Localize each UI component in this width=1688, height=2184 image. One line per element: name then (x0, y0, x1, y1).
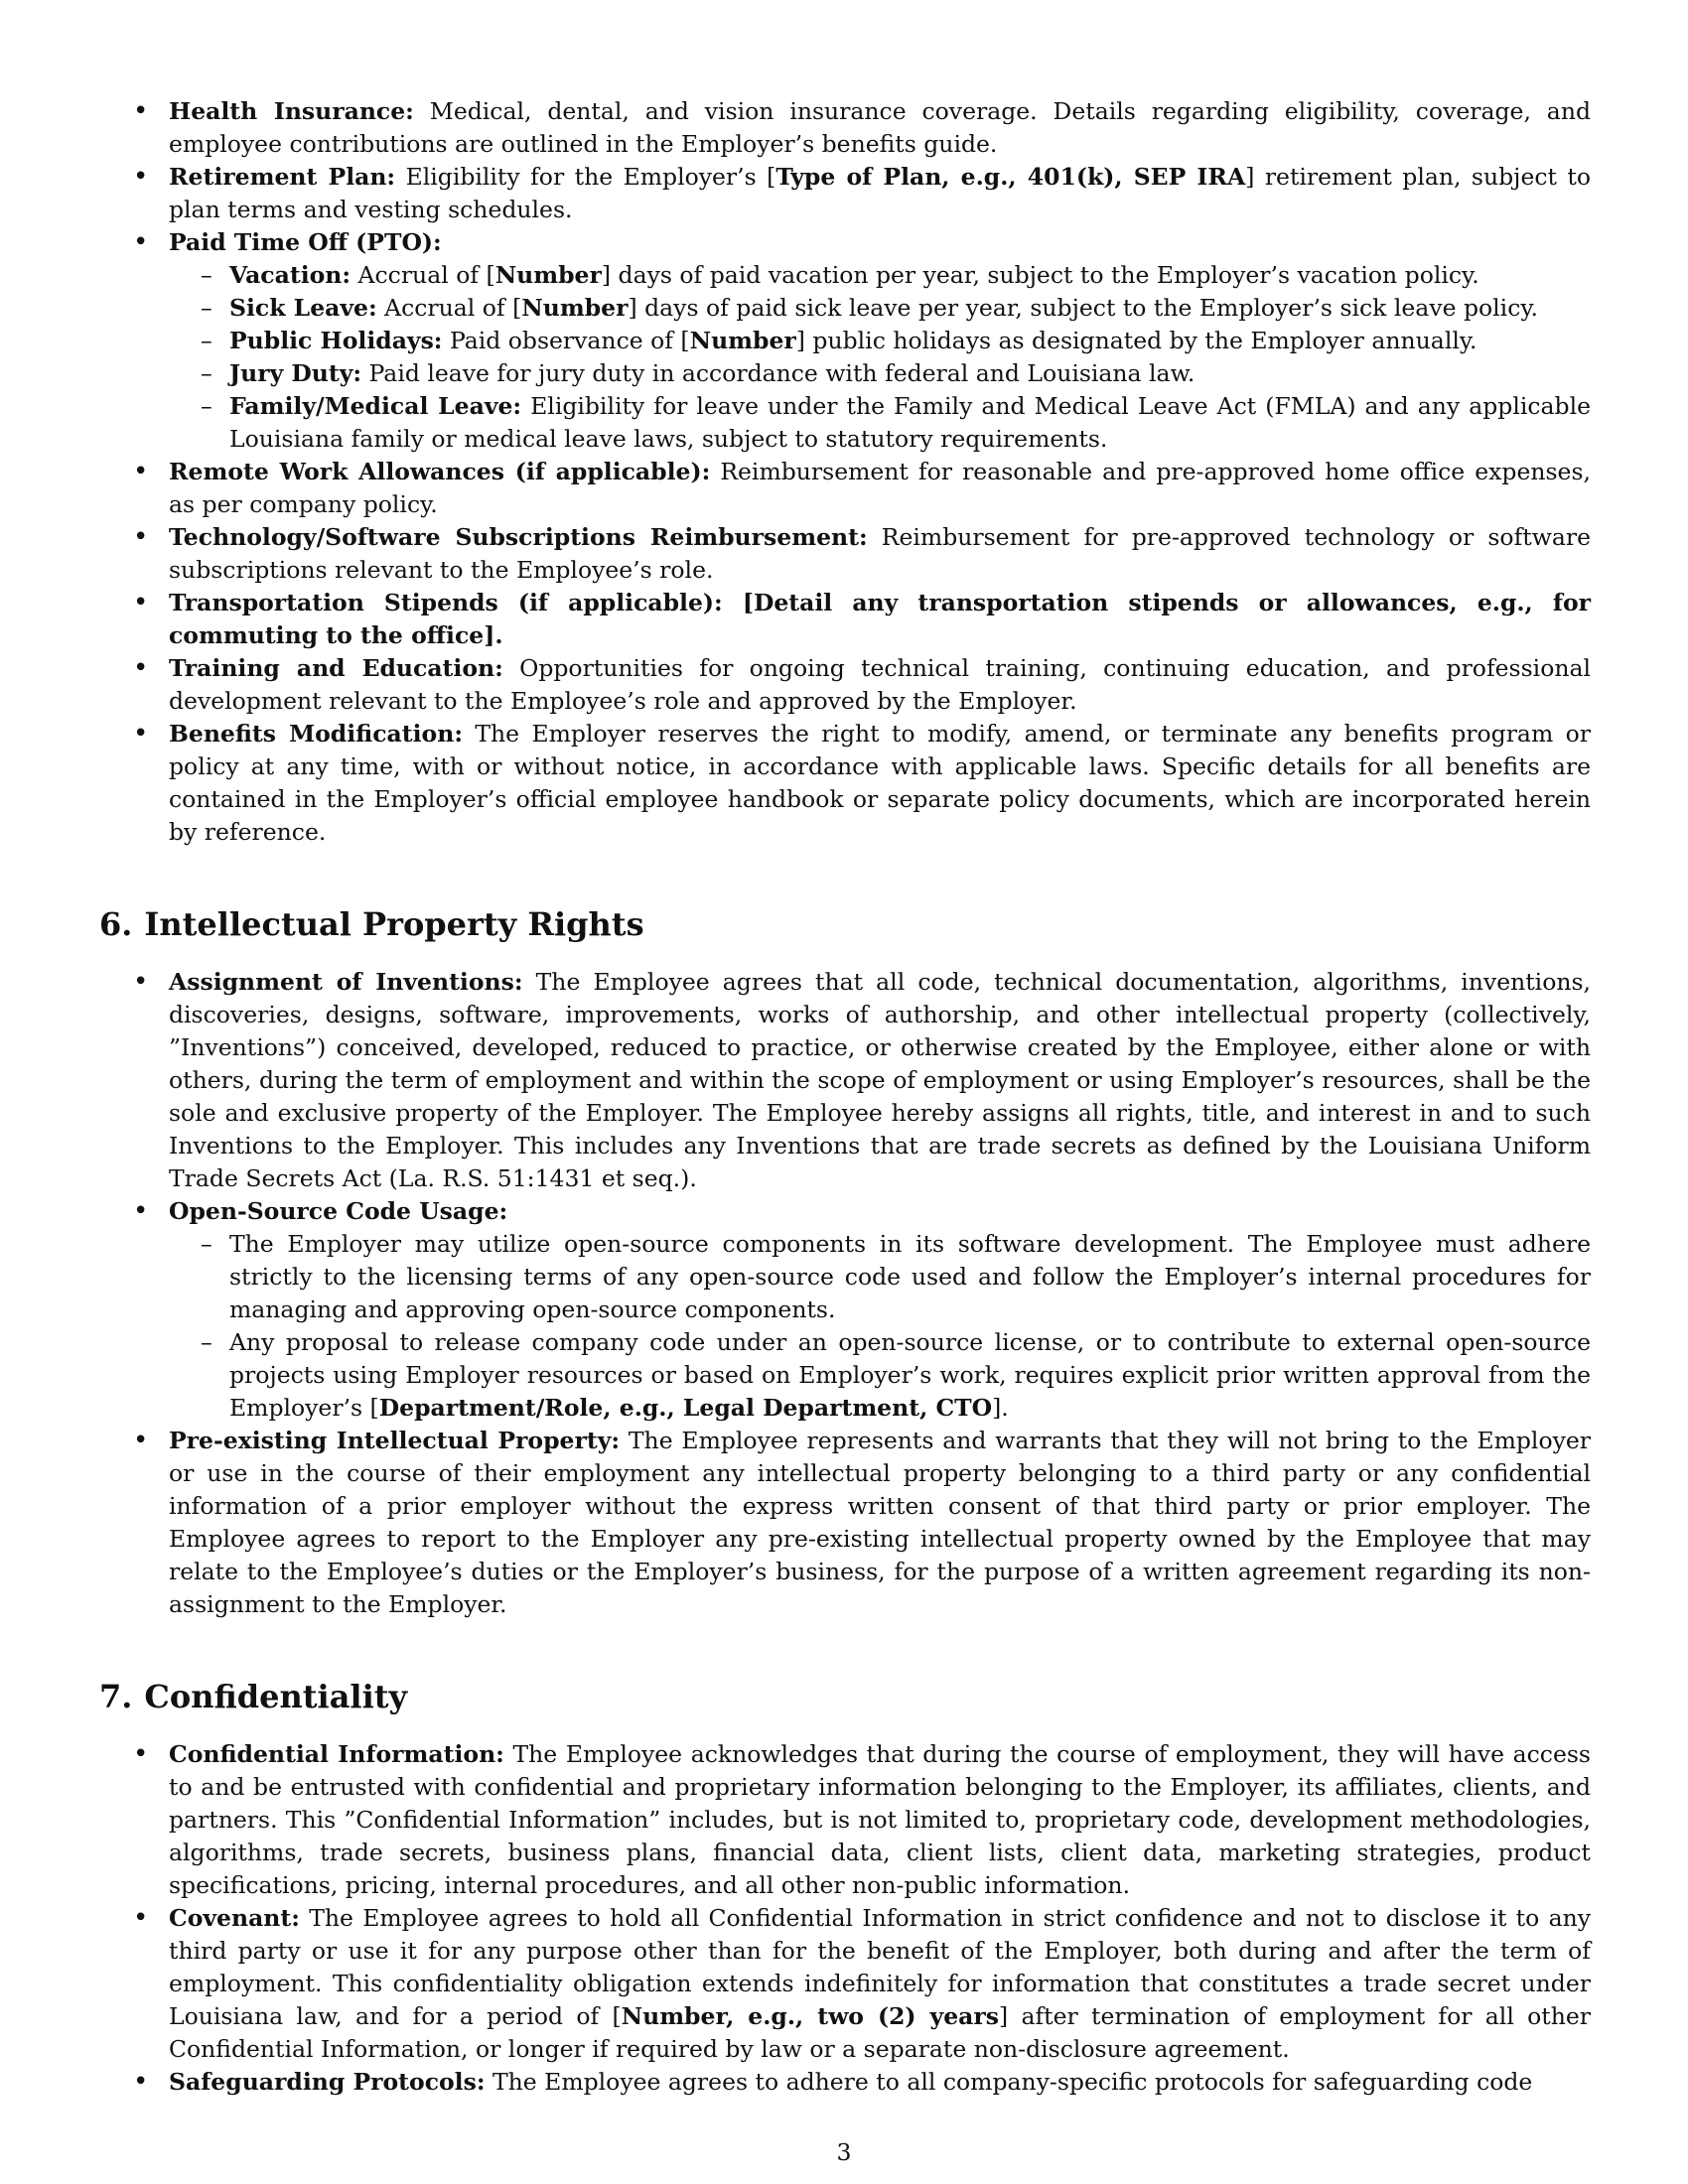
item-label: Pre-existing Intellectual Property: (169, 1427, 621, 1454)
placeholder: Type of Plan, e.g., 401(k), SEP IRA (775, 163, 1246, 191)
placeholder: Department/Role, e.g., Legal Department, CTO (378, 1394, 993, 1422)
list-item: • Technology/Software Subscriptions Reimbursement: Reimbursement for pre-approved technology or software subscriptions relevant to the Employee’s role. (99, 521, 1591, 587)
list-item (99, 1195, 1591, 1425)
pto-list (169, 259, 1591, 456)
list-item: • Health Insurance: Medical, dental, and vision insurance coverage. Details regarding eligibility, coverage, and employee contributions are outlined in the Employer’s benefits guide. (99, 95, 1591, 161)
item-label: Paid Time Off (PTO): (169, 228, 442, 256)
item-label: Covenant: (169, 1904, 300, 1932)
ip-rights-list (99, 966, 1591, 1621)
benefits-list (99, 95, 1591, 849)
placeholder: Number (689, 327, 796, 354)
section-heading-6 (99, 904, 1591, 944)
list-item: • Pre-existing Intellectual Property: The Employee represents and warrants that they will not bring to the Employer or use in the course of their employment any intellectual property belonging to a third party or any confidential information of a prior employer without the express written consent of that third party or prior employer. The Employee agrees to report to the Employer any pre-existing intellectual property owned by the Employee that may relate to the Employee’s duties or the Employer’s business, for the purpose of a written agreement regarding its non-assignment to the Employer. (99, 1425, 1591, 1621)
document-body (99, 95, 1591, 2099)
item-label: Vacation: (229, 261, 352, 289)
item-label: Confidential Information: (169, 1740, 504, 1768)
item-label: Jury Duty: (229, 359, 362, 387)
section-heading-7 (99, 1677, 1591, 1716)
item-label: Public Holidays: (229, 327, 443, 354)
item-label: Transportation Stipends (if applicable): (169, 589, 723, 616)
item-label: Remote Work Allowances (if applicable): (169, 458, 711, 485)
placeholder: Detail any transportation stipends or allowances, e.g., for commuting to the office (169, 589, 1592, 649)
page-number: 3 (836, 2138, 852, 2166)
sub-list-item: – Family/Medical Leave: Eligibility for leave under the Family and Medical Leave Act (FMLA) and any applicable Louisiana family or medical leave laws, subject to statutory requirements. (169, 390, 1591, 456)
sub-list-item: – Sick Leave: Accrual of [Number] days of paid sick leave per year, subject to the Employer’s sick leave policy. (169, 292, 1591, 325)
item-label: Retirement Plan: (169, 163, 396, 191)
item-label: Safeguarding Protocols: (169, 2068, 486, 2096)
item-label: Health Insurance: (169, 97, 414, 125)
sub-list-item: – Public Holidays: Paid observance of [Number] public holidays as designated by the Employer annually. (169, 325, 1591, 357)
list-item: • Benefits Modification: The Employer reserves the right to modify, amend, or terminate any benefits program or policy at any time, with or without notice, in accordance with applicable laws. Specific details for all benefits are contained in the Employer’s official employee handbook or separate policy documents, which are incorporated herein by reference. (99, 718, 1591, 849)
confidentiality-list (99, 1738, 1591, 2099)
item-label: Family/Medical Leave: (229, 392, 522, 420)
item-label: Sick Leave: (229, 294, 377, 322)
section-title: Confidentiality (144, 1678, 408, 1715)
sub-list-item: – Any proposal to release company code under an open-source license, or to contribute to external open-source projects using Employer resources or based on Employer’s work, requires explicit prior written approval from the Employer’s [Department/Role, e.g., Legal Department, CTO]. (169, 1326, 1591, 1425)
sub-list-item: – The Employer may utilize open-source components in its software development. The Employee must adhere strictly to the licensing terms of any open-source code used and follow the Employer’s internal procedures for managing and approving open-source components. (169, 1228, 1591, 1326)
section-title: Intellectual Property Rights (144, 905, 644, 943)
item-label: Assignment of Inventions: (169, 968, 523, 996)
list-item: • Transportation Stipends (if applicable): [Detail any transportation stipends or allowances, e.g., for commuting to the office]. (99, 587, 1591, 652)
list-item: • Confidential Information: The Employee acknowledges that during the course of employment, they will have access to and be entrusted with confidential and proprietary information belonging to the Employer, its affiliates, clients, and partners. This ”Confidential Information” includes, but is not limited to, proprietary code, development methodologies, algorithms, trade secrets, business plans, financial data, client lists, client data, marketing strategies, product specifications, pricing, internal procedures, and all other non-public information. (99, 1738, 1591, 1902)
section-number: 7. (99, 1678, 133, 1715)
placeholder: Number (521, 294, 629, 322)
item-label: Open-Source Code Usage: (169, 1197, 508, 1225)
list-item: • Training and Education: Opportunities for ongoing technical training, continuing education, and professional development relevant to the Employee’s role and approved by the Employer. (99, 652, 1591, 718)
placeholder: Number (494, 261, 602, 289)
list-item (99, 226, 1591, 456)
list-item: • Safeguarding Protocols: The Employee agrees to adhere to all company-specific protocols for safeguarding code (99, 2066, 1591, 2099)
list-item: • Assignment of Inventions: The Employee agrees that all code, technical documentation, algorithms, inventions, discoveries, designs, software, improvements, works of authorship, and other intellectual property (collectively, ”Inventions”) conceived, developed, reduced to practice, or otherwise created by the Employee, either alone or with others, during the term of employment and within the scope of employment or using Employer’s resources, shall be the sole and exclusive property of the Employer. The Employee hereby assigns all rights, title, and interest in and to such Inventions to the Employer. This includes any Inventions that are trade secrets as defined by the Louisiana Uniform Trade Secrets Act (La. R.S. 51:1431 et seq.). (99, 966, 1591, 1195)
list-item: • Retirement Plan: Eligibility for the Employer’s [Type of Plan, e.g., 401(k), SEP IRA] retirement plan, subject to plan terms and vesting schedules. (99, 161, 1591, 226)
sub-list-item: – Jury Duty: Paid leave for jury duty in accordance with federal and Louisiana law. (169, 357, 1591, 390)
item-label: Benefits Modification: (169, 720, 463, 748)
sub-list-item: – Vacation: Accrual of [Number] days of paid vacation per year, subject to the Employer’s vacation policy. (169, 259, 1591, 292)
item-label: Technology/Software Subscriptions Reimbursement: (169, 523, 868, 551)
list-item: • Covenant: The Employee agrees to hold all Confidential Information in strict confidence and not to disclose it to any third party or use it for any purpose other than for the benefit of the Employer, both during and after the term of employment. This confidentiality obligation extends indefinitely for information that constitutes a trade secret under Louisiana law, and for a period of [Number, e.g., two (2) years] after termination of employment for all other Confidential Information, or longer if required by law or a separate non-disclosure agreement. (99, 1902, 1591, 2066)
placeholder: Number, e.g., two (2) years (621, 2002, 999, 2030)
section-number: 6. (99, 905, 133, 943)
list-item: • Remote Work Allowances (if applicable): Reimbursement for reasonable and pre-approved home office expenses, as per company policy. (99, 456, 1591, 521)
open-source-list (169, 1228, 1591, 1425)
item-label: Training and Education: (169, 654, 503, 682)
